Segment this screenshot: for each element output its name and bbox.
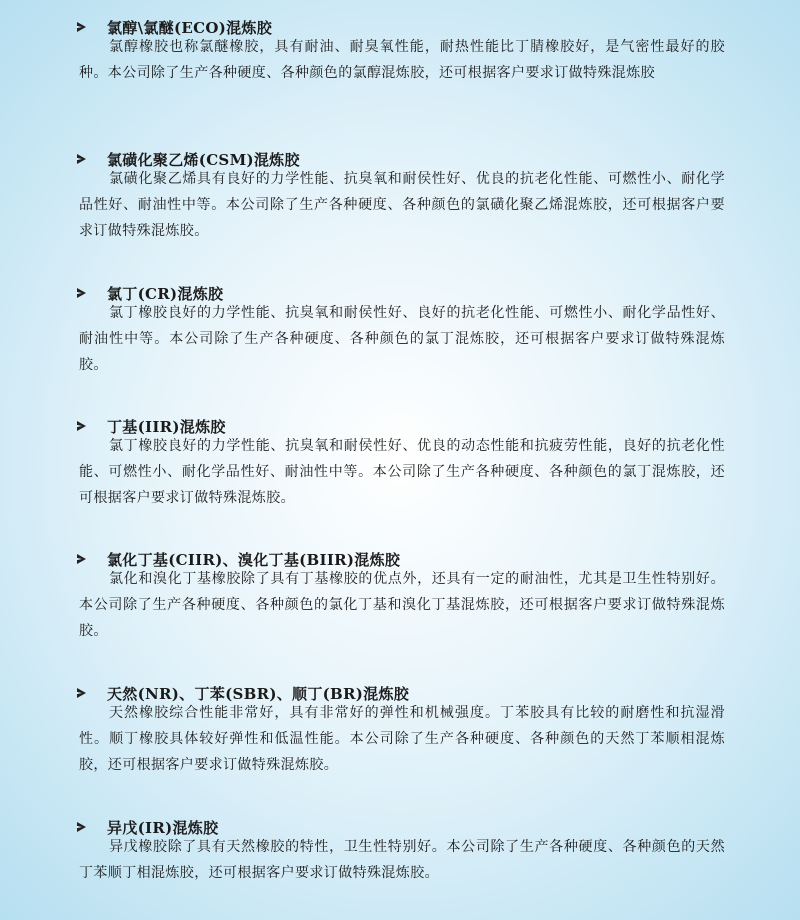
section-body: 氯丁橡胶良好的力学性能、抗臭氧和耐侯性好、良好的抗老化性能、可燃性小、耐化学品性好、耐油性中等。本公司除了生产各种硬度、各种颜色的氯丁混炼胶，还可根据客户要求订做特殊混炼胶。 [79,305,725,373]
section-title: 氯丁(CR)混炼胶 [107,284,224,303]
arrow-bullet-icon [77,421,86,431]
section-title: 异戊(IR)混炼胶 [107,818,219,837]
section-body: 氯醇橡胶也称氯醚橡胶，具有耐油、耐臭氧性能，耐热性能比丁腈橡胶好，是气密性最好的胶种。本公司除了生产各种硬度、各种颜色的氯醇混炼胶，还可根据客户要求订做特殊混炼胶 [79,39,725,81]
arrow-bullet-icon [77,554,86,564]
arrow-bullet-icon [77,822,86,832]
arrow-bullet-icon [77,288,86,298]
section-body: 氯磺化聚乙烯具有良好的力学性能、抗臭氧和耐侯性好、优良的抗老化性能、可燃性小、耐化学品性好、耐油性中等。本公司除了生产各种硬度、各种颜色的氯磺化聚乙烯混炼胶，还可根据客户要求订做特殊混炼胶。 [79,171,725,239]
section-title: 氯化丁基(CIIR)、溴化丁基(BIIR)混炼胶 [107,550,401,569]
section-title: 氯醇\氯醚(ECO)混炼胶 [107,18,273,37]
arrow-bullet-icon [77,688,86,698]
section-body: 异戊橡胶除了具有天然橡胶的特性，卫生性特别好。本公司除了生产各种硬度、各种颜色的天然丁苯顺丁相混炼胶，还可根据客户要求订做特殊混炼胶。 [79,839,725,881]
section-title: 丁基(IIR)混炼胶 [107,417,226,436]
section-title: 氯磺化聚乙烯(CSM)混炼胶 [107,150,300,169]
arrow-bullet-icon [77,154,86,164]
section-title: 天然(NR)、丁苯(SBR)、顺丁(BR)混炼胶 [107,684,410,703]
section-body: 氯丁橡胶良好的力学性能、抗臭氧和耐侯性好、优良的动态性能和抗疲劳性能，良好的抗老化性能、可燃性小、耐化学品性好、耐油性中等。本公司除了生产各种硬度、各种颜色的氯丁混炼胶，还可根据客户要求订做特殊混炼胶。 [79,438,725,506]
arrow-bullet-icon [77,22,86,32]
section-body: 氯化和溴化丁基橡胶除了具有丁基橡胶的优点外，还具有一定的耐油性，尤其是卫生性特别好。本公司除了生产各种硬度、各种颜色的氯化丁基和溴化丁基混炼胶，还可根据客户要求订做特殊混炼胶。 [79,571,725,639]
section-body: 天然橡胶综合性能非常好，具有非常好的弹性和机械强度。丁苯胶具有比较的耐磨性和抗湿滑性。顺丁橡胶具体较好弹性和低温性能。本公司除了生产各种硬度、各种颜色的天然丁苯顺相混炼胶，还可根据客户要求订做特殊混炼胶。 [79,705,725,773]
